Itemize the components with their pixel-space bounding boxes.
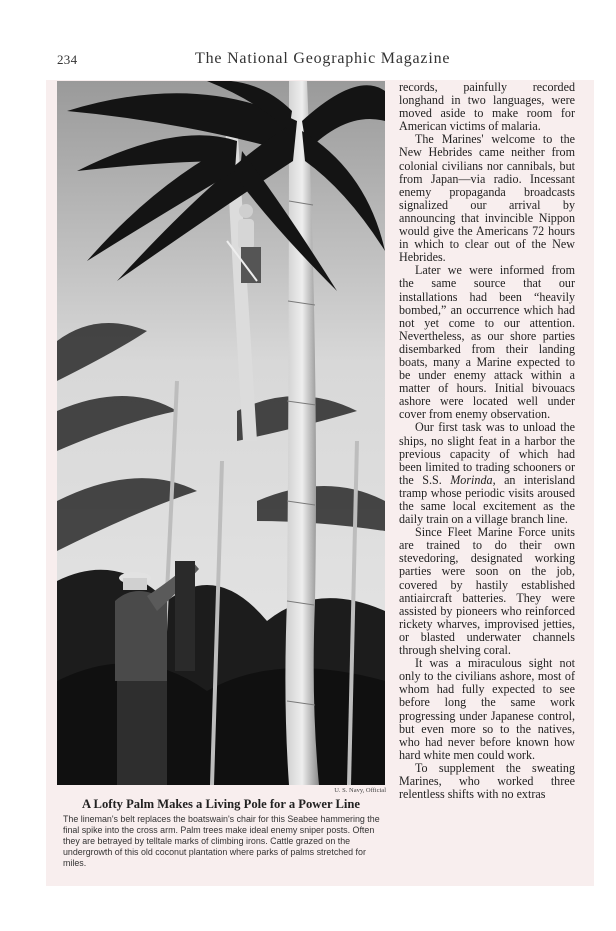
page-number: 234 [57, 52, 78, 67]
photo-credit: U. S. Navy, Official [334, 787, 386, 794]
text-segment: an interisland tramp whose periodic visits aroused the same local excitement as the daily train on a village branch line. [399, 472, 576, 527]
text-segment: Our first task was to unload the ships, no slight feat in a harbor the previous capacity of which had been limited to trading schooners or the S.S. [399, 420, 575, 487]
article-paragraph: Since Fleet Marine Force units are trained to do their own stevedoring, designated working parties were soon on the job, covered by hastily established antiaircraft batteries. They were assisted by pioneers who reinforced rickety wharves, improvised jetties, or blasted underwater channels through shelving coral. [399, 525, 575, 658]
article-paragraph: It was a miraculous sight not only to the civilians ashore, most of whom had fully expected to see before long the same work progressing under Japanese control, but even more so to the natives, who had never before known how hard white men could work. [399, 656, 575, 762]
article-paragraph [399, 421, 575, 526]
caption-title: A Lofty Palm Makes a Living Pole for a Power Line [82, 797, 360, 811]
photo-illustration [57, 81, 385, 785]
article-paragraph: The Marines' welcome to the New Hebrides came neither from colonial civilians nor cannibals, but from Japan—via radio. Incessant enemy propaganda broadcasts signalized our arrival by announcing that invincible Nippon would give the Americans 72 hours in which to clear out of the New Hebrides. [399, 132, 575, 265]
page-header [0, 52, 616, 72]
magazine-title: The National Geographic Magazine [195, 50, 451, 67]
palm-lineman-photo [57, 81, 385, 785]
article-paragraph: records, painfully recorded longhand in two languages, were moved aside to make room for American victims of malaria. [399, 80, 575, 134]
caption-body: The lineman's belt replaces the boatswain's chair for this Seabee hammering the final spike into the cross arm. Palm trees make ideal enemy sniper posts. Often they are betrayed by telltale marks of climbing irons. Cattle grazed on the undergrowth of this old coconut plantation where parks of palms stretched for miles. [63, 814, 380, 868]
article-column [399, 81, 575, 801]
article-paragraph: Later we were informed from the same source that our installations had been “heavily bombed,” an occurrence which had not yet come to our attention. Nevertheless, as our shore parties disembarked from their landing boats, many a Marine expected to be under enemy attack within a matter of hours. Initial bivouacs ashore were located well under cover from enemy observation. [399, 263, 575, 422]
ship-name: Morinda, [450, 472, 496, 487]
article-paragraph: To supplement the sweating Marines, who worked three relentless shifts with no extras [399, 760, 575, 802]
